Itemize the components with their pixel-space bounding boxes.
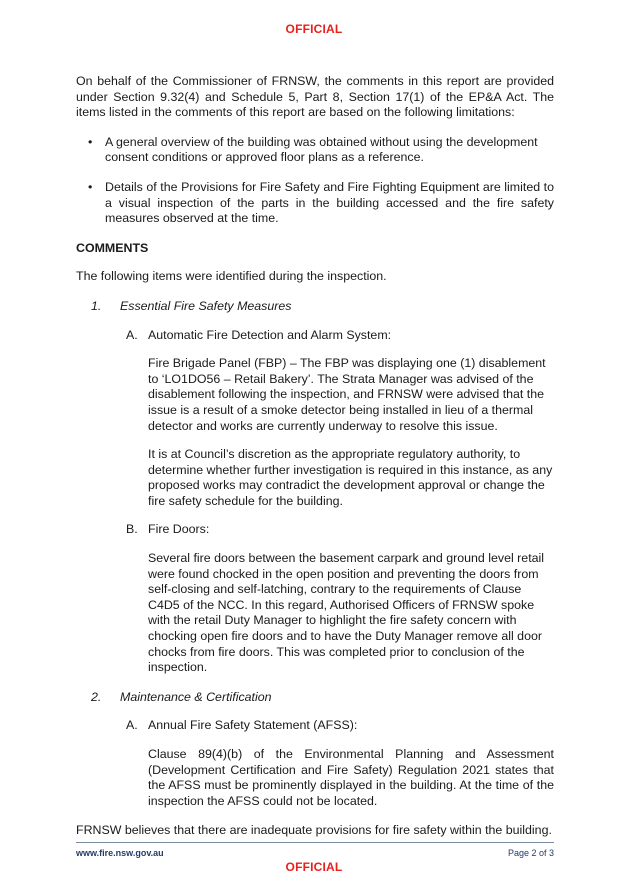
header-classification: OFFICIAL (285, 22, 343, 36)
subsection-paragraph: Several fire doors between the basement carpark and ground level retail were found chocked in the open position and preventing the doors from self-closing and self-latching, contrary to the requirements of Clause C4D5 of the NCC. In this regard, Authorised Officers of FRNSW spoke with the retail Duty Manager to highlight the fire safety concern with chocking open fire doors and to have the Duty Manager remove all door chocks from fire doors. This was completed prior to conclusion of the inspection. (148, 551, 545, 675)
section-number: 2. (91, 689, 102, 704)
footer-classification: OFFICIAL (285, 860, 343, 874)
limitations-list (76, 135, 554, 227)
subsection-letter: A. (126, 327, 138, 342)
closing-statement: FRNSW believes that there are inadequate provisions for fire safety within the building. (76, 823, 552, 838)
document-body (76, 74, 554, 839)
section-title: Maintenance & Certification (120, 689, 272, 704)
section-title: Essential Fire Safety Measures (120, 298, 292, 313)
footer-website-link[interactable]: www.fire.nsw.gov.au (76, 848, 164, 858)
subsection-title: Annual Fire Safety Statement (AFSS): (148, 718, 358, 733)
limitation-item (76, 180, 554, 227)
subsection-letter: A. (126, 718, 138, 733)
subsection-title: Fire Doors: (148, 522, 210, 537)
section-heading (76, 690, 554, 706)
bullet-icon: • (88, 179, 93, 194)
subsection-heading (76, 718, 554, 734)
bullet-icon: • (88, 134, 93, 149)
limitation-text: Details of the Provisions for Fire Safety and Fire Fighting Equipment are limited to a visual inspection of the parts in the building accessed and the fire safety measures observed at the time. (105, 179, 554, 226)
subsection-paragraph: It is at Council’s discretion as the appropriate regulatory authority, to determine whether further investigation is required in this instance, as any proposed works may contradict the development approval or change the fire safety schedule for the building. (148, 447, 553, 508)
subsection-letter: B. (126, 522, 138, 537)
subsection-heading (76, 522, 554, 538)
opening-paragraph: On behalf of the Commissioner of FRNSW, the comments in this report are provided under Section 9.32(4) and Schedule 5, Part 8, Section 17(1) of the EP&A Act. The items listed in the comments of this report are based on the following limitations: (76, 74, 554, 120)
subsection-paragraph: Fire Brigade Panel (FBP) – The FBP was displaying one (1) disablement to ‘LO1DO56 – Retail Bakery’. The Strata Manager was advised of the disablement following the inspection, and FRNSW were advised that the issue is a result of a smoke detector being installed in lieu of a thermal detector and works are currently underway to resolve this issue. (148, 356, 546, 433)
footer-page-number: Page 2 of 3 (507, 848, 554, 858)
footer-divider (76, 842, 554, 843)
limitation-text: A general overview of the building was obtained without using the development consent conditions or approved floor plans as a reference. (105, 134, 538, 165)
subsection-title: Automatic Fire Detection and Alarm System: (148, 327, 392, 342)
limitation-item (76, 135, 554, 166)
section-heading (76, 299, 554, 315)
subsection-paragraph: Clause 89(4)(b) of the Environmental Planning and Assessment (Development Certification and Fire Safety) Regulation 2021 states that the AFSS must be prominently displayed in the building. At the time of the inspection the AFSS could not be located. (148, 747, 554, 808)
section-number: 1. (91, 298, 102, 313)
comments-intro: The following items were identified during the inspection. (76, 269, 387, 284)
subsection-heading (76, 328, 554, 344)
comments-heading: COMMENTS (76, 240, 149, 255)
